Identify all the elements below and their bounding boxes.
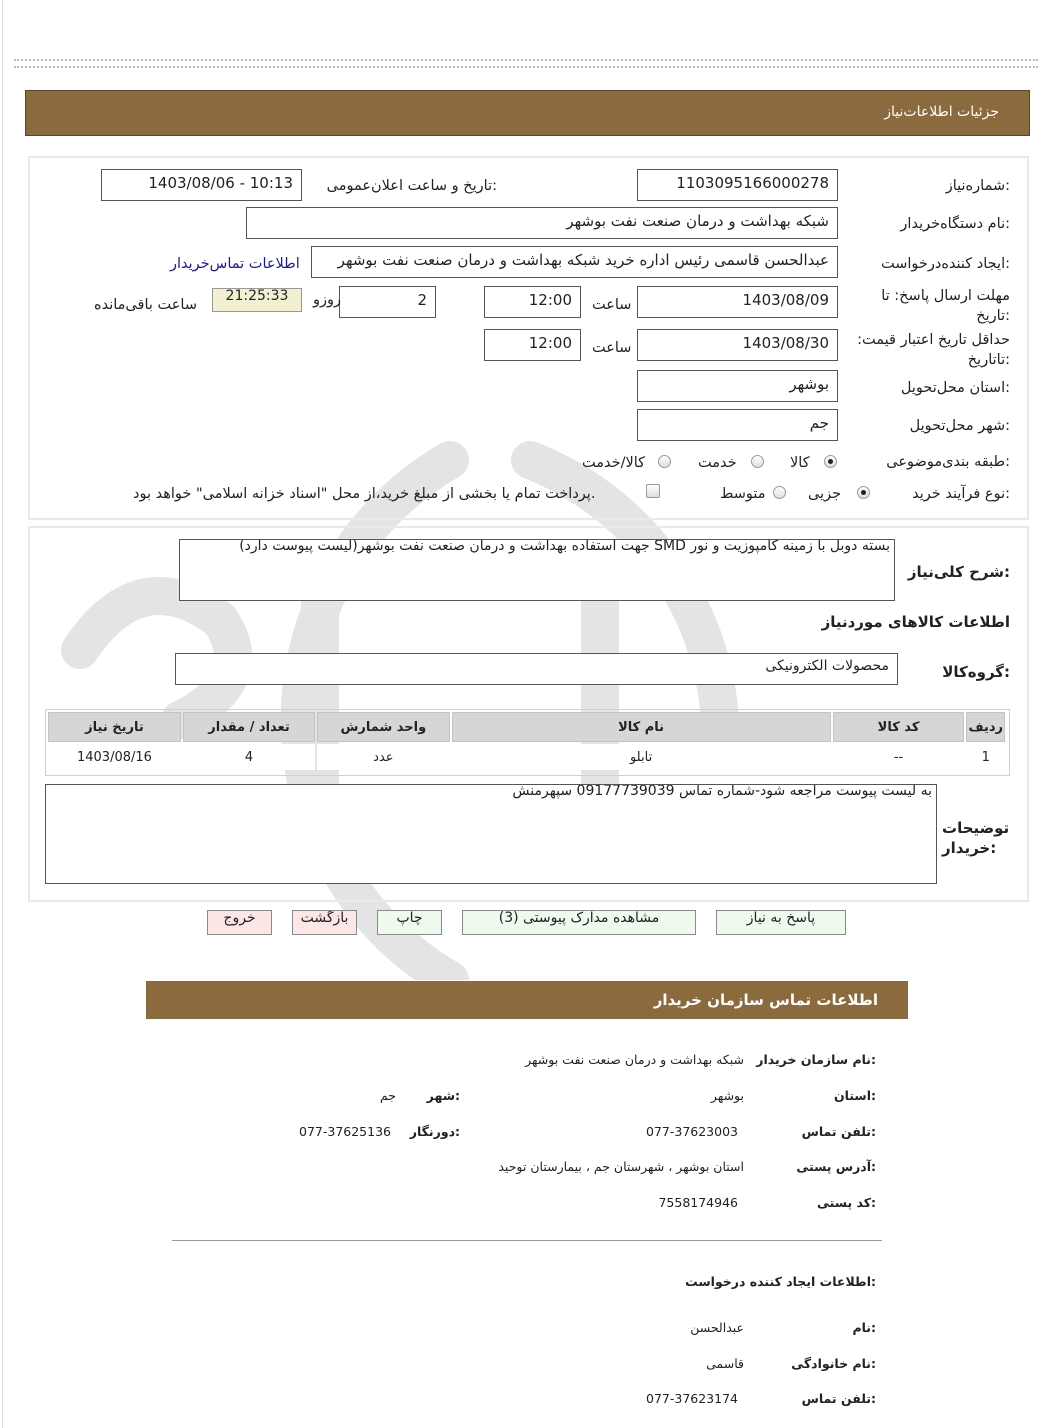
deadline-date-field: 1403/08/09 (637, 286, 838, 318)
fax-label: دورنگار: (409, 1124, 460, 1139)
days-label: روزو (313, 292, 342, 308)
creator-name-value: عبدالحسن (690, 1320, 744, 1335)
org-value: شبکه بهداشت و درمان صنعت نفت بوشهر (525, 1052, 744, 1067)
announce-label: تاریخ و ساعت اعلان‌عمومی: (326, 178, 497, 194)
requester-label: ایجاد کننده‌درخواست: (881, 256, 1010, 272)
city-label: شهر محل‌تحویل: (909, 418, 1010, 434)
fax-value: 077-37625136 (299, 1124, 391, 1139)
creator-phone-label: تلفن تماس: (801, 1391, 876, 1406)
deadline-label: مهلت ارسال پاسخ: تا تاریخ: (881, 288, 1010, 324)
cell-name: تابلو (452, 744, 831, 770)
col-code: کد کالا (833, 712, 965, 742)
process-radio-medium[interactable] (773, 486, 786, 499)
back-button[interactable]: بازگشت (292, 910, 357, 935)
goods-group-field: محصولات الکترونیکی (175, 653, 898, 685)
remaining-timer: 21:25:33 (212, 288, 302, 312)
process-radio-minor[interactable] (857, 486, 870, 499)
attachments-button[interactable]: مشاهده مدارک پیوستی (3) (462, 910, 696, 935)
col-date: تاریخ نیاز (48, 712, 181, 742)
description-textarea[interactable]: بسته دوبل با زمینه کامپوزیت و نور SMD جهت استفاده بهداشت و درمان صنعت نفت بوشهر(لیست پیوست دارد) (179, 539, 895, 601)
contact-title: اطلاعات تماس سازمان خریدار (653, 991, 878, 1009)
creator-phone-value: 077-37623174 (646, 1391, 738, 1406)
category-radio-both[interactable] (658, 455, 671, 468)
exit-button[interactable]: خروج (207, 910, 272, 935)
phone-label: تلفن تماس: (801, 1124, 876, 1139)
page-left-border (2, 0, 3, 1428)
buyer-contact-link[interactable]: اطلاعات تماس‌خریدار (170, 256, 300, 272)
goods-table (46, 710, 1007, 772)
category-radio-service[interactable] (751, 455, 764, 468)
creator-name-label: نام: (852, 1320, 876, 1335)
validity-date-field: 1403/08/30 (637, 329, 838, 361)
category-radio-goods[interactable] (824, 455, 837, 468)
address-label: آدرس پستی: (796, 1159, 876, 1174)
print-button[interactable]: چاپ (377, 910, 442, 935)
description-label: شرح کلی‌نیاز: (907, 563, 1010, 581)
cell-row: 1 (966, 744, 1005, 770)
col-name: نام کالا (452, 712, 831, 742)
page-header (25, 90, 1030, 136)
category-option-both: کالا/خدمت (582, 455, 646, 471)
province-label-contact: استان: (833, 1088, 876, 1103)
org-label: نام سازمان خریدار: (756, 1052, 876, 1067)
province-value-contact: بوشهر (710, 1088, 744, 1103)
cell-code: -- (833, 744, 965, 770)
creator-family-label: نام خانوادگی: (791, 1356, 876, 1371)
goods-section-title: اطلاعات کالاهای موردنیاز (821, 613, 1010, 631)
province-field: بوشهر (637, 370, 838, 402)
need-number-label: شماره‌نیاز: (945, 178, 1010, 194)
goods-table-frame (45, 709, 1010, 776)
deadline-time-label: ساعت (592, 297, 632, 313)
buyer-org-label: نام دستگاه‌خریدار: (900, 216, 1010, 232)
cell-qty: 4 (183, 744, 315, 770)
buyer-notes-label: توضیحات خریدار: (942, 819, 1010, 857)
contact-header (146, 981, 908, 1019)
phone-value: 077-37623003 (646, 1124, 738, 1139)
creator-family-value: قاسمی (706, 1356, 744, 1371)
deadline-time-field: 12:00 (484, 286, 581, 318)
requester-field: عبدالحسن قاسمی رئیس اداره خرید شبکه بهداشت و درمان صنعت نفت بوشهر (311, 246, 838, 278)
process-label: نوع فرآیند خرید: (912, 486, 1010, 502)
category-option-goods: کالا (790, 455, 810, 471)
table-header-row (48, 712, 1005, 742)
contact-divider (172, 1240, 882, 1241)
remaining-label: ساعت باقی‌مانده (94, 297, 197, 313)
validity-label: حداقل تاریخ اعتبار قیمت: تاتاریخ: (857, 332, 1010, 368)
validity-time-field: 12:00 (484, 329, 581, 361)
treasury-note: پرداخت تمام یا بخشی از مبلغ خرید،از محل "اسناد خزانه اسلامی" خواهد بود. (133, 486, 596, 502)
category-label: طبقه بندی‌موضوعی: (886, 454, 1010, 470)
dotted-divider (14, 66, 1038, 68)
validity-time-label: ساعت (592, 340, 632, 356)
process-option-minor: جزیی (808, 486, 842, 502)
days-field: 2 (339, 286, 436, 318)
page-title: جزئیات اطلاعات‌نیاز (884, 104, 999, 120)
buyer-org-field: شبکه بهداشت و درمان صنعت نفت بوشهر (246, 207, 838, 239)
postal-value: 7558174946 (658, 1195, 738, 1210)
creator-title: اطلاعات ایجاد کننده درخواست: (685, 1274, 876, 1289)
reply-button[interactable]: پاسخ به نیاز (716, 910, 846, 935)
col-qty: تعداد / مقدار (183, 712, 315, 742)
province-label: استان محل‌تحویل: (900, 380, 1010, 396)
goods-group-label: گروه‌کالا: (942, 663, 1010, 681)
buyer-notes-textarea[interactable]: به لیست پیوست مراجعه شود-شماره تماس 09177739039 سپهرمنش (45, 784, 937, 884)
treasury-checkbox[interactable] (646, 484, 660, 498)
table-row (48, 744, 1005, 770)
city-label-contact: شهر: (426, 1088, 460, 1103)
process-option-medium: متوسط (720, 486, 766, 502)
announce-field: 1403/08/06 - 10:13 (101, 169, 302, 201)
postal-label: کد پستی: (816, 1195, 876, 1210)
need-number-field: 1103095166000278 (637, 169, 838, 201)
dotted-divider (14, 59, 1038, 61)
address-value: استان بوشهر ، شهرستان جم ، بیمارستان توحید (498, 1159, 744, 1174)
col-row: ردیف (966, 712, 1005, 742)
cell-date: 1403/08/16 (48, 744, 181, 770)
col-unit: واحد شمارش (317, 712, 449, 742)
city-value-contact: جم (379, 1088, 396, 1103)
city-field: جم (637, 409, 838, 441)
category-option-service: خدمت (698, 455, 737, 471)
cell-unit: عدد (317, 744, 449, 770)
